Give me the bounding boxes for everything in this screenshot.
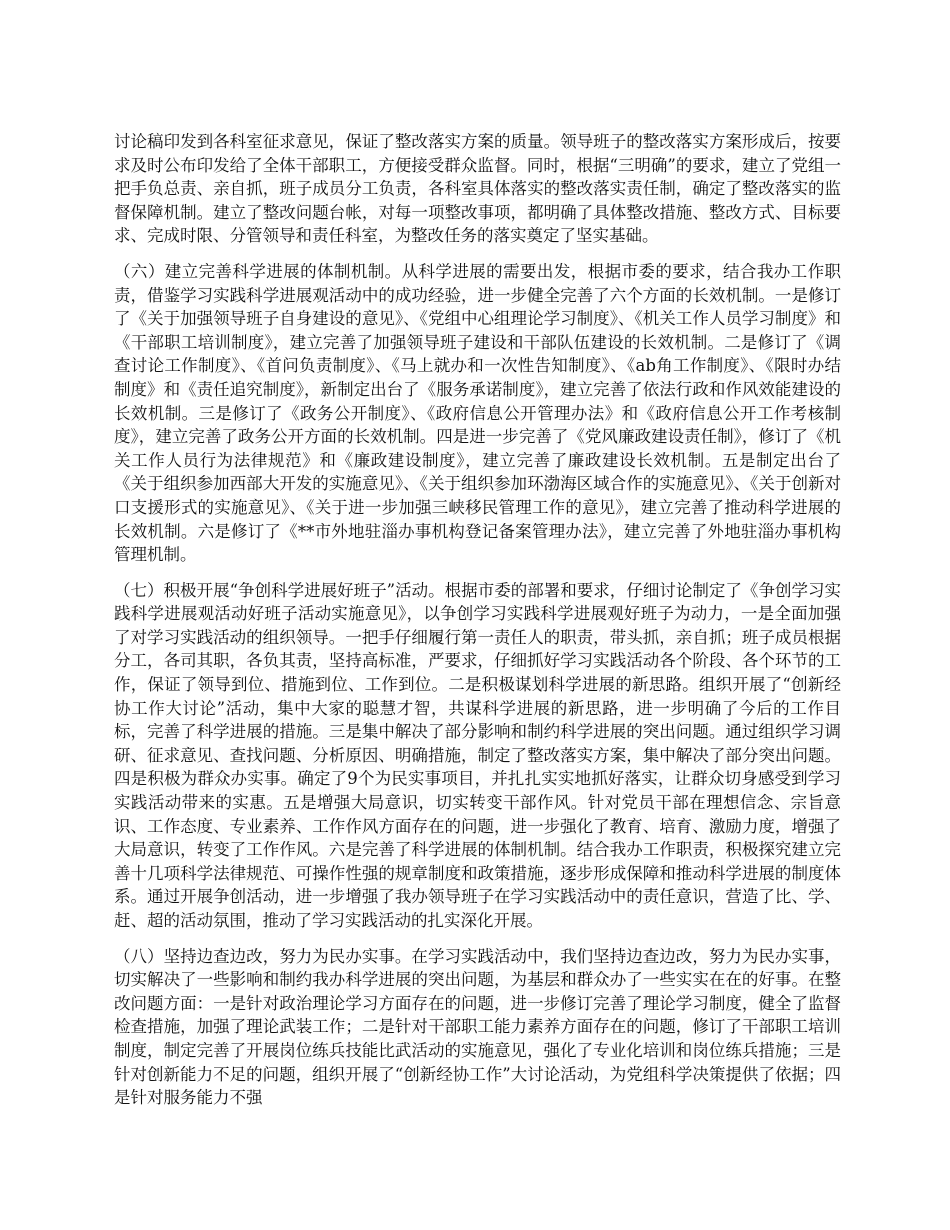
paragraph-section-8: （八）坚持边查边改，努力为民办实事。在学习实践活动中，我们坚持边查边改，努力为民办实事，切实解决了一些影响和制约我办科学进展的突出问题，为基层和群众办了一些实实在在的好事。在整改问题方面：一是针对政治理论学习方面存在的问题，进一步修订完善了理论学习制度，健全了监督检查措施，加强了理论武装工作；二是针对干部职工能力素养方面存在的问题，修订了干部职工培训制度，制定完善了开展岗位练兵技能比武活动的实施意见，强化了专业化培训和岗位练兵措施；三是针对创新能力不足的问题，组织开展了“创新经协工作”大讨论活动，为党组科学决策提供了依据；四是针对服务能力不强 <box>114 946 841 1108</box>
paragraph-section-7: （七）积极开展“争创科学进展好班子”活动。根据市委的部署和要求，仔细讨论制定了《争创学习实践科学进展观活动好班子活动实施意见》，以争创学习实践科学进展观好班子为动力，一是全面加强了对学习实践活动的组织领导。一把手仔细履行第一责任人的职责，带头抓，亲自抓；班子成员根据分工，各司其职，各负其责，坚持高标准，严要求，仔细抓好学习实践活动各个阶段、各个环节的工作，保证了领导到位、措施到位、工作到位。二是积极谋划科学进展的新思路。组织开展了“创新经协工作大讨论”活动，集中大家的聪慧才智，共谋科学进展的新思路，进一步明确了今后的工作目标，完善了科学进展的措施。三是集中解决了部分影响和制约科学进展的突出问题。通过组织学习调研、征求意见、查找问题、分析原因、明确措施，制定了整改落实方案，集中解决了部分突出问题。四是积极为群众办实事。确定了9个为民实事项目，并扎扎实实地抓好落实，让群众切身感受到学习实践活动带来的实惠。五是增强大局意识，切实转变干部作风。针对党员干部在理想信念、宗旨意识、工作态度、专业素养、工作作风方面存在的问题，进一步强化了教育、培育、激励力度，增强了大局意识，转变了工作作风。六是完善了科学进展的体制机制。结合我办工作职责，积极探究建立完善十几项科学法律规范、可操作性强的规章制度和政策措施，逐步形成保障和推动科学进展的制度体系。通过开展争创活动，进一步增强了我办领导班子在学习实践活动中的责任意识，营造了比、学、赶、超的活动氛围，推动了学习实践活动的扎实深化开展。 <box>114 580 841 930</box>
paragraph-section-6: （六）建立完善科学进展的体制机制。从科学进展的需要出发，根据市委的要求，结合我办工作职责，借鉴学习实践科学进展观活动中的成功经验，进一步健全完善了六个方面的长效机制。一是修订了《关于加强领导班子自身建设的意见》、《党组中心组理论学习制度》、《机关工作人员学习制度》和《干部职工培训制度》，建立完善了加强领导班子建设和干部队伍建设的长效机制。二是修订了《调查讨论工作制度》、《首问负责制度》、《马上就办和一次性告知制度》、《ab角工作制度》、《限时办结制度》和《责任追究制度》，新制定出台了《服务承诺制度》，建立完善了依法行政和作风效能建设的长效机制。三是修订了《政务公开制度》、《政府信息公开管理办法》和《政府信息公开工作考核制度》，建立完善了政务公开方面的长效机制。四是进一步完善了《党风廉政建设责任制》，修订了《机关工作人员行为法律规范》和《廉政建设制度》，建立完善了廉政建设长效机制。五是制定出台了《关于组织参加西部大开发的实施意见》、《关于组织参加环渤海区域合作的实施意见》、《关于创新对口支援形式的实施意见》、《关于进一步加强三峡移民管理工作的意见》，建立完善了推动科学进展的长效机制。六是修订了《**市外地驻淄办事机构登记备案管理办法》，建立完善了外地驻淄办事机构管理机制。 <box>114 261 841 565</box>
paragraph-rectification-plan: 讨论稿印发到各科室征求意见，保证了整改落实方案的质量。领导班子的整改落实方案形成后，按要求及时公布印发给了全体干部职工，方便接受群众监督。同时，根据“三明确”的要求，建立了党组一把手负总责、亲自抓，班子成员分工负责，各科室具体落实的整改落实责任制，确定了整改落实的监督保障机制。建立了整改问题台帐，对每一项整改事项，都明确了具体整改措施、整改方式、目标要求、完成时限、分管领导和责任科室，为整改任务的落实奠定了坚实基础。 <box>114 132 841 246</box>
document-body <box>114 130 841 1122</box>
